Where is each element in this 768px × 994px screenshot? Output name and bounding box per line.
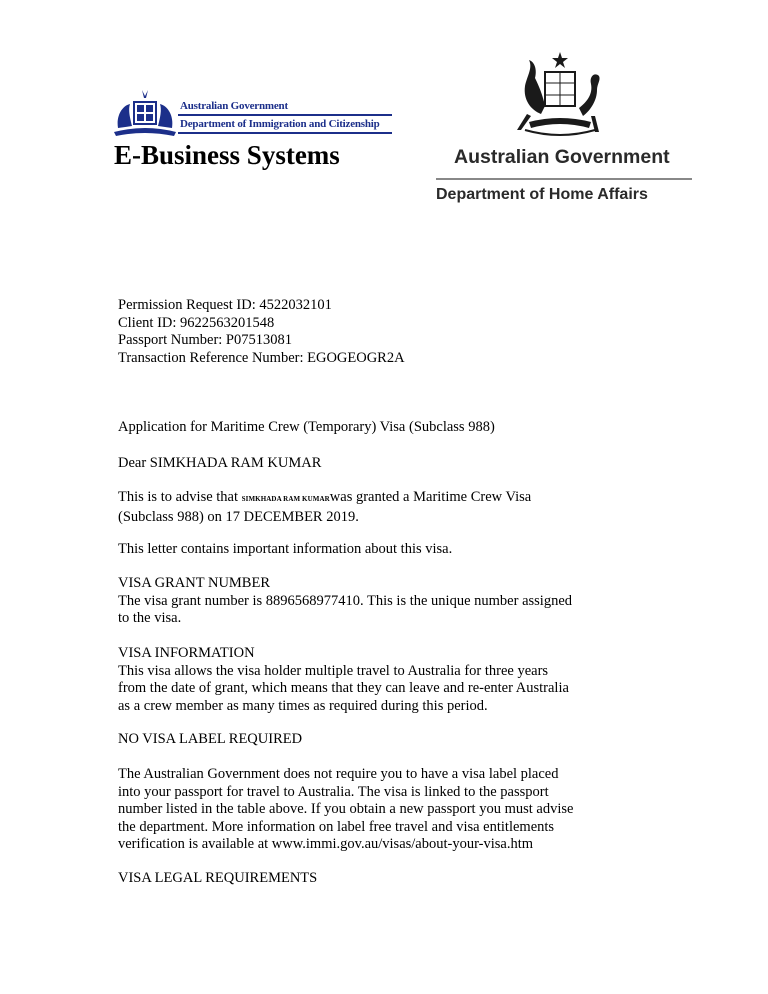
letter-subject: Application for Maritime Crew (Temporary) Visa (Subclass 988) bbox=[118, 419, 495, 435]
info-line-2: from the date of grant, which means that they can leave and re-enter Australia bbox=[118, 680, 569, 696]
header-rule bbox=[436, 178, 692, 180]
info-line-3: as a crew member as many times as required during this period. bbox=[118, 697, 488, 714]
label-line-3: number listed in the table above. If you obtain a new passport you must advise bbox=[118, 801, 574, 817]
info-line-1: This visa allows the visa holder multiple travel to Australia for three years bbox=[118, 662, 549, 679]
holder-name: SIMKHADA RAM KUMAR bbox=[241, 495, 330, 503]
left-logo-rule-2 bbox=[178, 132, 392, 134]
grant-number-section bbox=[118, 575, 638, 628]
legal-heading: VISA LEGAL REQUIREMENTS bbox=[118, 870, 318, 886]
dept-immigration-logo bbox=[112, 88, 392, 138]
salutation: Dear SIMKHADA RAM KUMAR bbox=[118, 455, 322, 471]
label-heading: NO VISA LABEL REQUIRED bbox=[118, 731, 303, 747]
coat-of-arms-icon bbox=[505, 50, 615, 140]
identifier-block bbox=[118, 297, 638, 367]
advise-line-2: (Subclass 988) on 17 DECEMBER 2019. bbox=[118, 508, 359, 525]
left-logo-rule bbox=[178, 114, 392, 116]
label-line-2: into your passport for travel to Australia. The visa is linked to the passport bbox=[118, 783, 549, 800]
grant-heading: VISA GRANT NUMBER bbox=[118, 575, 271, 591]
label-line-5: verification is available at www.immi.gov.au/visas/about-your-visa.htm bbox=[118, 836, 534, 852]
left-logo-dept-text: Department of Immigration and Citizenship bbox=[180, 118, 380, 130]
left-logo-gov-text: Australian Government bbox=[180, 100, 288, 112]
grant-line-1: The visa grant number is 8896568977410. This is the unique number assigned bbox=[118, 592, 573, 609]
no-label-section bbox=[118, 766, 638, 854]
grant-line-2: to the visa. bbox=[118, 610, 182, 626]
label-line-4: the department. More information on label free travel and visa entitlements bbox=[118, 818, 555, 835]
system-title: E-Business Systems bbox=[114, 140, 340, 170]
info-line: This letter contains important information about this visa. bbox=[118, 541, 453, 557]
advise-suffix: was granted a Maritime Crew Visa bbox=[329, 489, 532, 505]
client-id: Client ID: 9622563201548 bbox=[118, 314, 275, 331]
permission-request-id: Permission Request ID: 4522032101 bbox=[118, 297, 332, 313]
transaction-reference: Transaction Reference Number: EGOGEOGR2A bbox=[118, 349, 405, 366]
gov-name: Australian Government bbox=[454, 146, 670, 168]
advise-prefix: This is to advise that bbox=[118, 489, 242, 505]
dept-name: Department of Home Affairs bbox=[436, 186, 648, 203]
grant-advice-paragraph bbox=[118, 489, 638, 526]
info-heading: VISA INFORMATION bbox=[118, 645, 255, 661]
coat-of-arms-icon bbox=[112, 88, 178, 138]
visa-information-section bbox=[118, 645, 638, 715]
label-line-1: The Australian Government does not require you to have a visa label placed bbox=[118, 766, 559, 782]
passport-number: Passport Number: P07513081 bbox=[118, 332, 292, 348]
